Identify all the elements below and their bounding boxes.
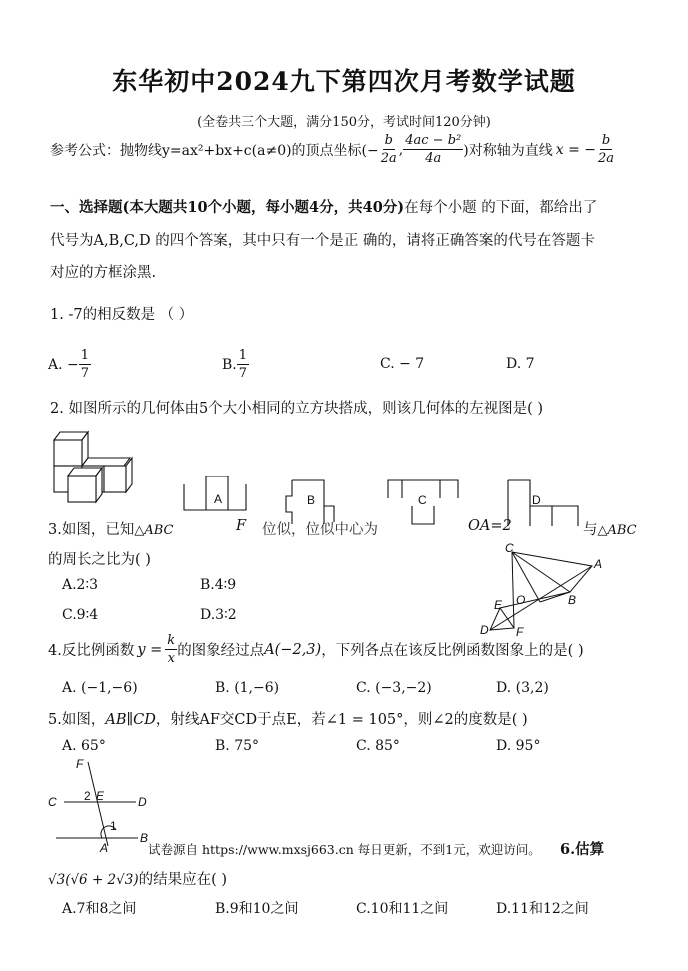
q4-text-a: 4.反比例函数 (48, 643, 135, 659)
question-5-option-d: D. 95° (496, 738, 541, 754)
view-label-b: B (307, 493, 316, 507)
q5-text-b: ，射线AF交CD于点E，若∠1 = 105°，则∠2的度数是( ) (155, 712, 528, 728)
formula-fraction-3 (596, 132, 616, 167)
page-title: 东华初中2024九下第四次月考数学试题 (112, 67, 576, 96)
question-6-option-b: B.9和10之间 (215, 901, 299, 917)
fig-label-f: F (516, 625, 524, 639)
question-1-option-b (222, 347, 249, 382)
question-3-line-2: 的周长之比为( ) (48, 552, 151, 568)
fraction-denominator: 7 (238, 366, 248, 381)
exam-subtitle: (全卷共三个大题，满分150分，考试时间120分钟) (197, 115, 491, 130)
question-5-option-b: B. 75° (215, 738, 260, 754)
fraction-numerator: b (601, 133, 611, 148)
fig-label-a: A (594, 557, 603, 571)
option-fraction (79, 347, 91, 382)
formula-label: 参考公式： (50, 142, 120, 159)
question-4-option-a: A. (−1,−6) (62, 680, 138, 696)
q4-fraction (165, 632, 177, 667)
section-heading: 一、选择题(本大题共10个小题，每小题4分，共40分) (50, 199, 405, 216)
fraction-denominator: 2a (380, 151, 397, 166)
view-label-a: A (214, 492, 223, 506)
question-1-option-a (48, 347, 91, 382)
fraction-numerator: 1 (80, 348, 90, 363)
fig5-label-2: 2 (84, 789, 91, 803)
question-6-option-d: D.11和12之间 (496, 901, 589, 917)
fig-label-d: D (480, 623, 489, 637)
question-5-option-a: A. 65° (62, 738, 106, 754)
question-1-option-d: D. 7 (506, 356, 535, 372)
formula-fraction-2 (403, 132, 463, 167)
q3-text-b: 位似，位似中心为 (262, 522, 378, 538)
section-instructions-line-3: 对应的方框涂黑. (50, 265, 157, 281)
formula-line (50, 132, 616, 167)
fig-label-o: O (516, 593, 526, 607)
fig-label-b: B (568, 593, 577, 607)
option-fraction (237, 347, 249, 382)
fig5-label-b: B (140, 831, 149, 845)
formula-comma: , (398, 141, 404, 158)
parallel-lines-figure (44, 756, 154, 854)
homothety-figure (470, 540, 610, 640)
view-option-d (504, 476, 584, 534)
fraction-denominator: 7 (80, 366, 90, 381)
question-1-text: 1. -7的相反数是 （ ） (50, 307, 194, 323)
section-instructions-rest: 在每个小题 的下面，都给出了 (404, 200, 598, 216)
question-4-option-c: C. (−3,−2) (356, 680, 432, 696)
source-line: 试卷源自 https://www.mxsj663.cn 每日更新，不到1元，欢迎访问。 (148, 842, 541, 857)
option-label: A. − (48, 356, 79, 373)
q6-text: 的结果应在( ) (138, 872, 228, 888)
question-3-line-1-start (48, 518, 173, 539)
fig5-label-f: F (76, 757, 84, 771)
q3-label-f: F (236, 518, 247, 534)
q3-oa: OA=2 (468, 518, 512, 534)
formula-fraction-1 (379, 132, 399, 167)
formula-text-3: x = − (555, 141, 596, 158)
question-3-option-a: A.2∶3 (62, 577, 99, 593)
question-3-option-c: C.9∶4 (62, 607, 99, 623)
fig-label-e: E (494, 598, 503, 612)
view-label-c: C (418, 493, 427, 507)
question-5-option-c: C. 85° (356, 738, 400, 754)
question-4-option-b: B. (1,−6) (215, 680, 280, 696)
q3-text-a: 3.如图，已知 (48, 522, 135, 538)
fraction-numerator: 4ac − b² (405, 133, 462, 148)
q6-expression: √3(√6 + 2√3) (48, 872, 139, 888)
q3-triangle-abc: △ABC (134, 523, 174, 538)
view-label-d: D (532, 493, 541, 507)
fraction-denominator: x (167, 651, 175, 666)
q5-parallel: AB∥CD (105, 712, 156, 728)
q4-text-b: 的图象经过点 (177, 643, 265, 659)
cube-figure (46, 428, 156, 508)
question-6-option-c: C.10和11之间 (356, 901, 449, 917)
fraction-numerator: k (167, 633, 176, 648)
fig5-label-e: E (96, 789, 105, 803)
fig-label-c: C (505, 541, 514, 555)
fig5-label-a: A (100, 841, 109, 854)
fraction-denominator: 4a (425, 151, 442, 166)
question-6-text (48, 868, 227, 889)
q3-triangle-abc-2: △ABC (597, 523, 637, 538)
fig5-label-d: D (138, 795, 147, 809)
q3-text-c-word: 与 (583, 522, 598, 538)
q4-point: A(−2,3) (264, 641, 322, 658)
section-instructions-line-2: 代号为A,B,C,D 的四个答案，其中只有一个是正 确的，请将正确答案的代号在答题卡 (50, 233, 595, 249)
section-instructions-line-1 (50, 196, 597, 217)
fig5-label-c: C (48, 795, 57, 809)
q4-y-eq: y = (137, 641, 163, 658)
question-5-text (48, 708, 528, 729)
q4-text-c: ，下列各点在该反比例函数图象上的是( ) (321, 643, 584, 659)
question-6-number: 6.估算 (560, 841, 605, 858)
q3-text-c (583, 518, 637, 539)
question-3-option-d: D.3∶2 (200, 607, 237, 623)
question-6-option-a: A.7和8之间 (62, 901, 137, 917)
question-3-option-b: B.4∶9 (200, 577, 237, 593)
formula-text-2: )对称轴为直线 (463, 142, 553, 159)
fraction-denominator: 2a (597, 151, 615, 166)
question-1-option-c: C. − 7 (380, 356, 425, 372)
question-4-text (48, 632, 584, 667)
q5-text-a: 5.如图， (48, 712, 106, 728)
fig5-label-1: 1 (110, 819, 117, 833)
fraction-numerator: 1 (238, 348, 248, 363)
question-4-option-d: D. (3,2) (496, 680, 549, 696)
fraction-numerator: b (384, 133, 393, 148)
question-2-text: 2. 如图所示的几何体由5个大小相同的立方块搭成，则该几何体的左视图是( ) (50, 401, 544, 417)
option-label: B. (222, 356, 237, 373)
formula-text-1: 抛物线y=ax²+bx+c(a≠0)的顶点坐标(− (120, 142, 379, 159)
